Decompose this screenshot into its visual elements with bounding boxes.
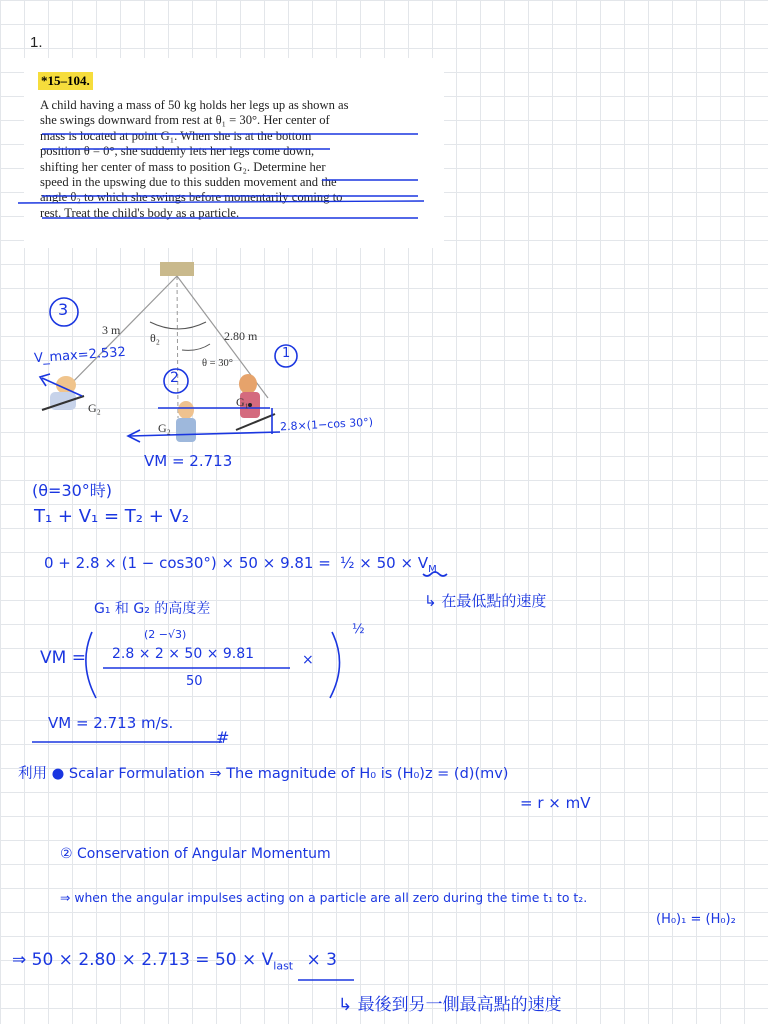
problem-line: angle θ₂ to which she swings before momentarily coming to [40, 190, 343, 205]
text-underlines [18, 134, 424, 218]
vm-note: VM = 2.713 [144, 452, 233, 470]
theta2-arc [150, 322, 206, 329]
label-theta-30: θ = 30° [202, 358, 233, 369]
theta-arc [182, 344, 210, 350]
ceiling-mount [160, 262, 194, 276]
label-g2-bottom: G₂ [158, 421, 171, 435]
circle-1-label: 1 [282, 346, 291, 361]
problem-number: *15–104. [38, 72, 93, 90]
child-bottom-body [176, 418, 196, 442]
question-number: 1. [30, 34, 43, 51]
circle-3-label: 3 [58, 300, 69, 319]
vm-formula-denominator: 50 [186, 674, 203, 689]
problem-line: A child having a mass of 50 kg holds her legs up as shown as [40, 98, 349, 112]
label-3m: 3 m [102, 323, 121, 337]
energy-substitution-subscript: M [428, 564, 437, 575]
energy-equation: T₁ + V₁ = T₂ + V₂ [34, 506, 190, 527]
energy-substitution-right [340, 554, 437, 575]
vm-formula-numerator: 2.8 × 2 × 50 × 9.81 [112, 646, 255, 662]
problem-line: speed in the upswing due to this sudden movement and the [40, 175, 337, 190]
final-note: ↳ 最後到另一側最高點的速度 [338, 995, 562, 1015]
note-lowest-speed: ↳ 在最低點的速度 [424, 592, 547, 610]
circle-2-label: 2 [170, 370, 179, 386]
theta-condition: (θ=30°時) [32, 481, 113, 500]
scalar-formulation-line: 利用 ● Scalar Formulation ⇒ The magnitude of H₀ is (H₀)z = (d)(mv) [18, 766, 509, 782]
final-equation [12, 950, 337, 972]
final-equation-subscript: last [273, 959, 294, 973]
problem-line: rest. Treat the child's body as a particle. [40, 205, 240, 220]
energy-substitution-right-text: ½ × 50 × V [340, 554, 429, 572]
problem-line: position θ = 0°, she suddenly lets her legs come down, [40, 144, 315, 159]
angular-momentum-equal: (H₀)₁ = (H₀)₂ [656, 912, 736, 927]
result-hash: # [216, 728, 230, 747]
label-g2-left: G₂ [88, 401, 101, 415]
problem-line: mass is located at point G₁. When she is at the bottom [40, 128, 312, 143]
final-equation-times3: × 3 [306, 950, 337, 970]
final-equation-text: ⇒ 50 × 2.80 × 2.713 = 50 × V [12, 950, 274, 970]
v-max-note: V_max=2.532 [33, 344, 127, 367]
label-theta2: θ₂ [150, 331, 160, 345]
label-2-80m: 2.80 m [224, 329, 258, 343]
paren-left [86, 632, 96, 698]
vm-result: VM = 2.713 m/s. [48, 714, 174, 732]
child-right-head [239, 374, 257, 394]
vm-formula-cross: × [302, 652, 314, 668]
height-note: 2.8×(1−cos 30°) [279, 415, 374, 434]
vm-formula-over: (2 −√3) [144, 628, 187, 641]
problem-line: shifting her center of mass to position G₂. Determine her [40, 159, 326, 174]
note-height-difference: G₁ 和 G₂ 的高度差 [94, 601, 211, 617]
impulse-line: ⇒ when the angular impulses acting on a particle are all zero during the time t₁ to t₂. [60, 890, 588, 905]
r-cross-mv: = r × mV [520, 794, 591, 812]
label-g1: G₁ [236, 395, 249, 409]
energy-substitution-left: 0 + 2.8 × (1 − cos30°) × 50 × 9.81 = [44, 554, 331, 572]
vm-formula-exponent: ½ [352, 622, 365, 637]
rope-center [177, 276, 178, 418]
paren-right [330, 632, 340, 698]
vm-formula-lhs: VM = [40, 648, 86, 668]
child-bottom-head [178, 401, 194, 419]
arrow-bottom-velocity [130, 432, 280, 436]
conservation-heading: ② Conservation of Angular Momentum [60, 846, 331, 862]
problem-line: she swings downward from rest at θ₁ = 30°. Her center of [40, 113, 330, 128]
